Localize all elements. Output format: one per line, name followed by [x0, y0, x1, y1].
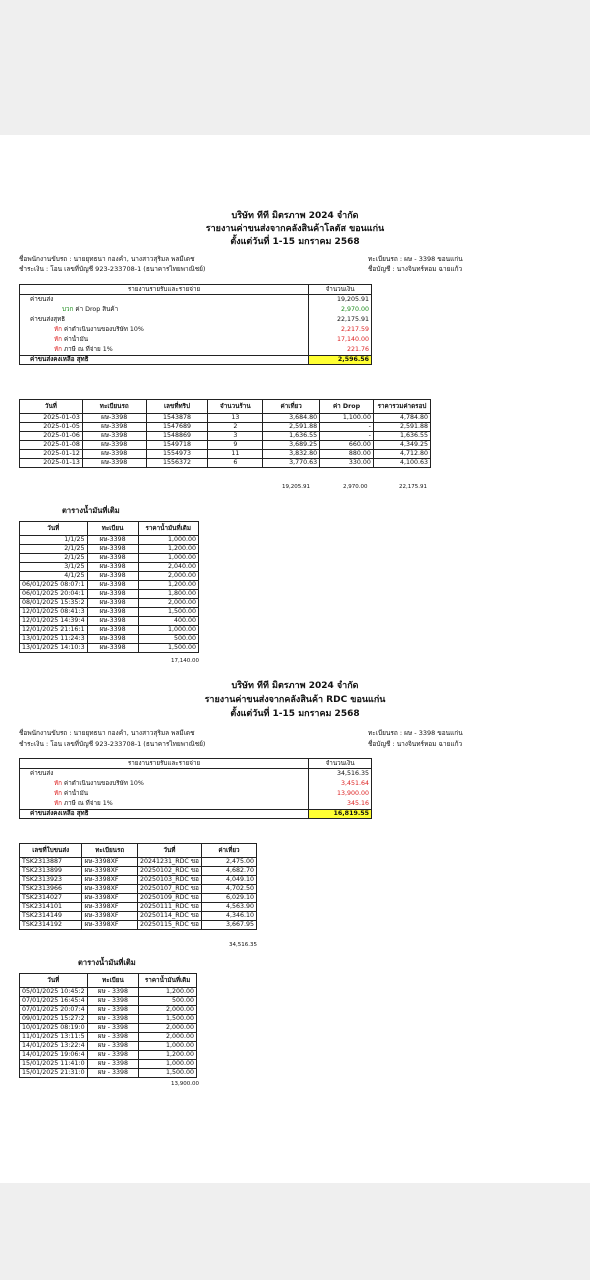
table-cell: 1,000.00: [139, 1060, 197, 1069]
table-row: [20, 563, 199, 572]
table-cell: 2025-01-13: [20, 459, 83, 468]
table-cell: 1543878: [146, 414, 208, 423]
table-row: [20, 536, 199, 545]
table-cell: 6: [208, 459, 263, 468]
table-row: [20, 572, 199, 581]
table-row: [20, 1033, 197, 1042]
table-cell: 11: [208, 450, 263, 459]
summary-row-value: 17,140.00: [309, 335, 372, 345]
table-cell: 1,800.00: [138, 590, 198, 599]
table-cell: 1,000.00: [139, 1042, 197, 1051]
table-cell: 660.00: [320, 441, 374, 450]
report2-fuel-table: [19, 973, 197, 1078]
table-cell: ผษ-3398: [82, 423, 146, 432]
table-cell: 08/01/2025 15:35:2: [20, 599, 88, 608]
table-header-cell: จำนวนร้าน: [208, 400, 263, 414]
table-header-cell: ทะเบียนรถ: [82, 400, 146, 414]
table-cell: 14/01/2025 13:22:4: [20, 1042, 88, 1051]
table-row: [20, 635, 199, 644]
report1-trips-total-fare: 19,205.91: [282, 484, 310, 490]
table-cell: ผษ - 3398: [87, 988, 139, 997]
table-cell: ผษ-3398: [87, 617, 138, 626]
table-cell: ผษ-3398: [82, 441, 146, 450]
report1-account-name: ชื่อบัญชี : นางจินทร์หอม ฉายแก้ว: [368, 265, 463, 273]
table-cell: TSK2314027: [20, 894, 82, 903]
table-header-row: [20, 400, 431, 414]
table-cell: 2025-01-03: [20, 414, 83, 423]
summary-row: [20, 315, 372, 325]
table-row: [20, 858, 257, 867]
table-cell: 9: [208, 441, 263, 450]
summary-row-value: 221.76: [309, 345, 372, 356]
report1-company: บริษัท ทีที มิตรภาพ 2024 จำกัด: [231, 211, 359, 221]
table-cell: ผษ - 3398: [87, 1015, 139, 1024]
table-row: [20, 867, 257, 876]
table-cell: 1554973: [146, 450, 208, 459]
table-row: [20, 545, 199, 554]
table-row: [20, 581, 199, 590]
table-cell: 1,500.00: [138, 644, 198, 653]
table-cell: 3,832.80: [263, 450, 320, 459]
table-cell: ผษ-3398: [87, 599, 138, 608]
summary-row-label-cell: [20, 305, 309, 315]
summary-row-label: ค่าขนส่งสุทธิ: [30, 316, 66, 323]
table-row: [20, 885, 257, 894]
table-row: [20, 599, 199, 608]
summary-row-prefix: หัก: [54, 790, 62, 797]
summary-row-value: 3,451.64: [309, 779, 372, 789]
report1-plate: ทะเบียนรถ : ผษ - 3398 ขอนแก่น: [368, 255, 463, 263]
report2-payment: ชำระเงิน : โอน เลขที่บัญชี 923-233708-1 (ธนาคารไทยพาณิชย์): [19, 740, 206, 748]
table-cell: 4,349.25: [373, 441, 430, 450]
table-cell: 20250114_RDC ขอ: [138, 912, 202, 921]
table-cell: 2,000.00: [139, 1006, 197, 1015]
table-cell: 880.00: [320, 450, 374, 459]
table-cell: 20250109_RDC ขอ: [138, 894, 202, 903]
table-cell: 09/01/2025 15:27:2: [20, 1015, 88, 1024]
table-cell: 20241231_RDC ขอ: [138, 858, 202, 867]
document-page: [0, 135, 590, 1183]
table-cell: ผษ-3398: [82, 432, 146, 441]
table-cell: 10/01/2025 08:19:0: [20, 1024, 88, 1033]
table-header-row: [20, 844, 257, 858]
table-cell: ผษ-3398XF: [82, 858, 138, 867]
report1-title: รายงานค่าขนส่งจากคลังสินค้าโลตัส ขอนแก่น: [205, 224, 385, 234]
summary-row: [20, 335, 372, 345]
summary-row-prefix: หัก: [54, 326, 62, 333]
table-row: [20, 988, 197, 997]
table-cell: 3,770.63: [263, 459, 320, 468]
summary-row: [20, 305, 372, 315]
table-cell: 1,636.55: [373, 432, 430, 441]
report1-fuel-table: [19, 521, 199, 653]
table-cell: ผษ-3398: [82, 459, 146, 468]
table-cell: 4,346.10: [201, 912, 256, 921]
summary-row: [20, 789, 372, 799]
table-cell: 3,667.95: [201, 921, 256, 930]
table-cell: 3,684.80: [263, 414, 320, 423]
table-cell: ผษ - 3398: [87, 1024, 139, 1033]
table-cell: 4,563.90: [201, 903, 256, 912]
table-row: [20, 876, 257, 885]
table-row: [20, 423, 431, 432]
summary-row-prefix: หัก: [54, 346, 62, 353]
table-cell: 1,200.00: [139, 988, 197, 997]
table-cell: 2025-01-06: [20, 432, 83, 441]
report1-period: ตั้งแต่วันที่ 1-15 มกราคม 2568: [230, 237, 360, 247]
summary-row-label-cell: [20, 345, 309, 356]
report2-account-name: ชื่อบัญชี : นางจินทร์หอม ฉายแก้ว: [368, 740, 463, 748]
table-cell: 15/01/2025 11:41:0: [20, 1060, 88, 1069]
table-cell: ผษ - 3398: [87, 1042, 139, 1051]
table-cell: ผษ-3398: [87, 644, 138, 653]
summary-row-label-cell: [20, 789, 309, 799]
table-cell: 1548869: [146, 432, 208, 441]
summary-row-prefix: หัก: [54, 780, 62, 787]
table-cell: 4,784.80: [373, 414, 430, 423]
table-cell: 1,636.55: [263, 432, 320, 441]
summary-header-amount: จำนวนเงิน: [309, 759, 372, 769]
table-cell: 4,100.63: [373, 459, 430, 468]
table-cell: 2: [208, 423, 263, 432]
summary-row-label-cell: [20, 295, 309, 306]
table-cell: 07/01/2025 16:45:4: [20, 997, 88, 1006]
table-header-cell: ราคาน้ำมันที่เติม: [139, 974, 197, 988]
table-row: [20, 432, 431, 441]
table-cell: TSK2313966: [20, 885, 82, 894]
table-cell: ผษ - 3398: [87, 1069, 139, 1078]
table-cell: -: [320, 432, 374, 441]
table-row: [20, 617, 199, 626]
table-cell: 6,029.10: [201, 894, 256, 903]
table-cell: 1/1/25: [20, 536, 88, 545]
table-header-cell: ทะเบียนรถ: [82, 844, 138, 858]
table-row: [20, 1006, 197, 1015]
report2-period: ตั้งแต่วันที่ 1-15 มกราคม 2568: [230, 709, 360, 719]
table-cell: 1,000.00: [138, 536, 198, 545]
summary-row-prefix: หัก: [54, 336, 62, 343]
table-cell: 500.00: [139, 997, 197, 1006]
table-cell: ผษ-3398XF: [82, 876, 138, 885]
table-cell: ผษ-3398: [87, 536, 138, 545]
table-cell: ผษ-3398: [87, 635, 138, 644]
table-cell: 2,475.00: [201, 858, 256, 867]
table-cell: 2,040.00: [138, 563, 198, 572]
summary-row-label: ค่าดำเนินงานของบริษัท 10%: [63, 326, 144, 333]
summary-header-amount: จำนวนเงิน: [309, 285, 372, 295]
summary-row-value: 2,217.59: [309, 325, 372, 335]
summary-row-label-cell: [20, 769, 309, 780]
table-row: [20, 1051, 197, 1060]
table-cell: 2,000.00: [139, 1033, 197, 1042]
table-row: [20, 894, 257, 903]
table-cell: TSK2313899: [20, 867, 82, 876]
table-header-row: [20, 974, 197, 988]
table-cell: 20250102_RDC ขอ: [138, 867, 202, 876]
table-cell: TSK2313887: [20, 858, 82, 867]
summary-final-label: ค่าขนส่งคงเหลือ สุทธิ: [20, 810, 309, 819]
table-row: [20, 441, 431, 450]
table-row: [20, 1024, 197, 1033]
table-cell: ผษ-3398XF: [82, 921, 138, 930]
table-row: [20, 1015, 197, 1024]
table-row: [20, 1060, 197, 1069]
table-cell: 1,000.00: [138, 626, 198, 635]
summary-row-label-cell: [20, 335, 309, 345]
report1-trips-total-drop: 2,970.00: [343, 484, 368, 490]
table-cell: 20250107_RDC ขอ: [138, 885, 202, 894]
summary-row-label: ค่าน้ำมัน: [63, 336, 89, 343]
table-row: [20, 912, 257, 921]
report2-summary-table: [19, 758, 372, 819]
table-cell: TSK2314192: [20, 921, 82, 930]
table-cell: ผษ-3398: [87, 608, 138, 617]
table-cell: 12/01/2025 21:16:1: [20, 626, 88, 635]
table-cell: 07/01/2025 20:07:4: [20, 1006, 88, 1015]
report2-title: รายงานค่าขนส่งจากคลังสินค้า RDC ขอนแก่น: [204, 695, 386, 705]
summary-row-prefix: หัก: [54, 800, 62, 807]
table-cell: ผษ-3398: [87, 581, 138, 590]
table-cell: 4,049.10: [201, 876, 256, 885]
table-cell: 2/1/25: [20, 554, 88, 563]
report1-trips-table: [19, 399, 431, 468]
summary-row: [20, 345, 372, 356]
table-cell: 2,591.88: [263, 423, 320, 432]
summary-row-value: 13,900.00: [309, 789, 372, 799]
table-header-cell: วันที่: [20, 522, 88, 536]
report2-company: บริษัท ทีที มิตรภาพ 2024 จำกัด: [231, 681, 359, 691]
summary-row: [20, 325, 372, 335]
table-row: [20, 608, 199, 617]
table-row: [20, 997, 197, 1006]
summary-row-label-cell: [20, 779, 309, 789]
table-cell: ผษ-3398: [87, 545, 138, 554]
report2-driver: ชื่อพนักงานขับรถ : นายยุทธนา กองคำ, นางสาวสุริมล พลมีเดช: [19, 729, 195, 737]
report2-fuel-title: ตารางน้ำมันที่เติม: [78, 958, 136, 967]
summary-row: [20, 779, 372, 789]
table-cell: TSK2314101: [20, 903, 82, 912]
report2-trips-table: [19, 843, 257, 930]
table-cell: 1,100.00: [320, 414, 374, 423]
table-header-row: [20, 522, 199, 536]
table-cell: ผษ-3398XF: [82, 903, 138, 912]
summary-row-label: ค่าขนส่ง: [30, 296, 54, 303]
summary-final-value: 16,819.55: [309, 810, 372, 819]
table-cell: 1,200.00: [138, 545, 198, 554]
table-row: [20, 590, 199, 599]
table-cell: 06/01/2025 08:07:1: [20, 581, 88, 590]
table-cell: 2025-01-08: [20, 441, 83, 450]
summary-row-label: ค่าน้ำมัน: [63, 790, 89, 797]
table-cell: ผษ - 3398: [87, 1051, 139, 1060]
summary-row-value: 345.16: [309, 799, 372, 810]
table-cell: 1,500.00: [139, 1015, 197, 1024]
summary-row-value: 2,970.00: [309, 305, 372, 315]
table-cell: 20250115_RDC ขอ: [138, 921, 202, 930]
summary-header-item: รายงานรายรับและรายจ่าย: [20, 285, 309, 295]
table-cell: 4,682.70: [201, 867, 256, 876]
table-row: [20, 450, 431, 459]
table-cell: 13/01/2025 11:24:3: [20, 635, 88, 644]
table-cell: 4/1/25: [20, 572, 88, 581]
table-cell: 14/01/2025 19:06:4: [20, 1051, 88, 1060]
table-cell: 330.00: [320, 459, 374, 468]
table-cell: 1,500.00: [138, 608, 198, 617]
summary-row: [20, 295, 372, 306]
summary-row-value: 19,205.91: [309, 295, 372, 306]
table-cell: ผษ-3398: [87, 554, 138, 563]
table-cell: ผษ-3398XF: [82, 912, 138, 921]
table-cell: 1,000.00: [138, 554, 198, 563]
table-cell: ผษ-3398XF: [82, 894, 138, 903]
summary-row-label: ค่า Drop สินค้า: [75, 306, 119, 313]
summary-row-value: 22,175.91: [309, 315, 372, 325]
table-cell: ผษ - 3398: [87, 997, 139, 1006]
table-cell: ผษ-3398: [87, 572, 138, 581]
report2-plate: ทะเบียนรถ : ผษ - 3398 ขอนแก่น: [368, 729, 463, 737]
table-header-cell: ราคารวมค่าดรอป: [373, 400, 430, 414]
summary-row-label-cell: [20, 315, 309, 325]
table-row: [20, 554, 199, 563]
report1-summary-table: [19, 284, 372, 365]
table-row: [20, 626, 199, 635]
table-row: [20, 1042, 197, 1051]
table-cell: 05/01/2025 10:45:2: [20, 988, 88, 997]
table-cell: 500.00: [138, 635, 198, 644]
table-row: [20, 414, 431, 423]
report2-trips-total: 34,516.35: [229, 942, 257, 948]
table-header-cell: เลขที่ทริป: [146, 400, 208, 414]
table-cell: 12/01/2025 08:41:3: [20, 608, 88, 617]
summary-row-label: ภาษี ณ ที่จ่าย 1%: [63, 800, 113, 807]
summary-final-value: 2,596.56: [309, 356, 372, 365]
table-header-cell: วันที่: [20, 974, 88, 988]
table-cell: 4,712.80: [373, 450, 430, 459]
table-cell: 2025-01-05: [20, 423, 83, 432]
table-row: [20, 903, 257, 912]
table-cell: 2,000.00: [139, 1024, 197, 1033]
table-cell: 3/1/25: [20, 563, 88, 572]
table-cell: 400.00: [138, 617, 198, 626]
summary-row-label: ภาษี ณ ที่จ่าย 1%: [63, 346, 113, 353]
table-cell: ผษ - 3398: [87, 1006, 139, 1015]
report1-trips-total-sum: 22,175.91: [399, 484, 427, 490]
table-cell: 13/01/2025 14:10:3: [20, 644, 88, 653]
table-cell: 20250111_RDC ขอ: [138, 903, 202, 912]
table-header-cell: ทะเบียน: [87, 974, 139, 988]
table-cell: 2/1/25: [20, 545, 88, 554]
table-cell: 1556372: [146, 459, 208, 468]
summary-row-label: ค่าขนส่ง: [30, 770, 54, 777]
summary-row-prefix: บวก: [62, 306, 74, 313]
summary-row-label-cell: [20, 325, 309, 335]
table-header-cell: ราคาน้ำมันที่เติม: [138, 522, 198, 536]
report1-driver: ชื่อพนักงานขับรถ : นายยุทธนา กองคำ, นางสาวสุริมล พลมีเดช: [19, 255, 195, 263]
summary-row-label-cell: [20, 799, 309, 810]
table-cell: 1,500.00: [139, 1069, 197, 1078]
table-cell: ผษ - 3398: [87, 1033, 139, 1042]
table-cell: ผษ-3398: [82, 450, 146, 459]
summary-final-label: ค่าขนส่งคงเหลือ สุทธิ: [20, 356, 309, 365]
table-header-cell: ค่าเที่ยว: [263, 400, 320, 414]
table-cell: ผษ-3398: [87, 590, 138, 599]
table-row: [20, 1069, 197, 1078]
table-cell: ผษ-3398XF: [82, 885, 138, 894]
table-cell: 3,689.25: [263, 441, 320, 450]
table-cell: TSK2314149: [20, 912, 82, 921]
table-cell: 11/01/2025 13:11:5: [20, 1033, 88, 1042]
table-header-cell: เลขที่ใบขนส่ง: [20, 844, 82, 858]
table-cell: ผษ-3398XF: [82, 867, 138, 876]
summary-row: [20, 769, 372, 780]
table-cell: 13: [208, 414, 263, 423]
summary-row-label: ค่าดำเนินงานของบริษัท 10%: [63, 780, 144, 787]
table-cell: 2025-01-12: [20, 450, 83, 459]
report1-fuel-title: ตารางน้ำมันที่เติม: [62, 506, 120, 515]
table-header-cell: ค่า Drop: [320, 400, 374, 414]
table-cell: 2,000.00: [138, 572, 198, 581]
summary-row-value: 34,516.35: [309, 769, 372, 780]
table-cell: 20250103_RDC ขอ: [138, 876, 202, 885]
table-header-cell: วันที่: [138, 844, 202, 858]
table-row: [20, 459, 431, 468]
table-row: [20, 644, 199, 653]
summary-header-item: รายงานรายรับและรายจ่าย: [20, 759, 309, 769]
table-cell: 2,591.88: [373, 423, 430, 432]
table-cell: ผษ-3398: [82, 414, 146, 423]
table-cell: 1547689: [146, 423, 208, 432]
table-cell: 2,000.00: [138, 599, 198, 608]
table-header-cell: ทะเบียน: [87, 522, 138, 536]
table-cell: TSK2313923: [20, 876, 82, 885]
table-cell: 1,200.00: [138, 581, 198, 590]
table-cell: 3: [208, 432, 263, 441]
table-cell: -: [320, 423, 374, 432]
table-cell: 12/01/2025 14:39:4: [20, 617, 88, 626]
report1-payment: ชำระเงิน : โอน เลขที่บัญชี 923-233708-1 (ธนาคารไทยพาณิชย์): [19, 265, 206, 273]
report2-fuel-total: 13,900.00: [171, 1081, 199, 1087]
report1-fuel-total: 17,140.00: [171, 658, 199, 664]
table-cell: 1549718: [146, 441, 208, 450]
table-cell: 06/01/2025 20:04:1: [20, 590, 88, 599]
table-cell: 15/01/2025 21:31:0: [20, 1069, 88, 1078]
table-header-cell: ค่าเที่ยว: [201, 844, 256, 858]
table-row: [20, 921, 257, 930]
summary-row: [20, 799, 372, 810]
table-cell: ผษ-3398: [87, 563, 138, 572]
table-cell: 1,200.00: [139, 1051, 197, 1060]
table-header-cell: วันที่: [20, 400, 83, 414]
table-cell: 4,702.50: [201, 885, 256, 894]
table-cell: ผษ - 3398: [87, 1060, 139, 1069]
table-cell: ผษ-3398: [87, 626, 138, 635]
